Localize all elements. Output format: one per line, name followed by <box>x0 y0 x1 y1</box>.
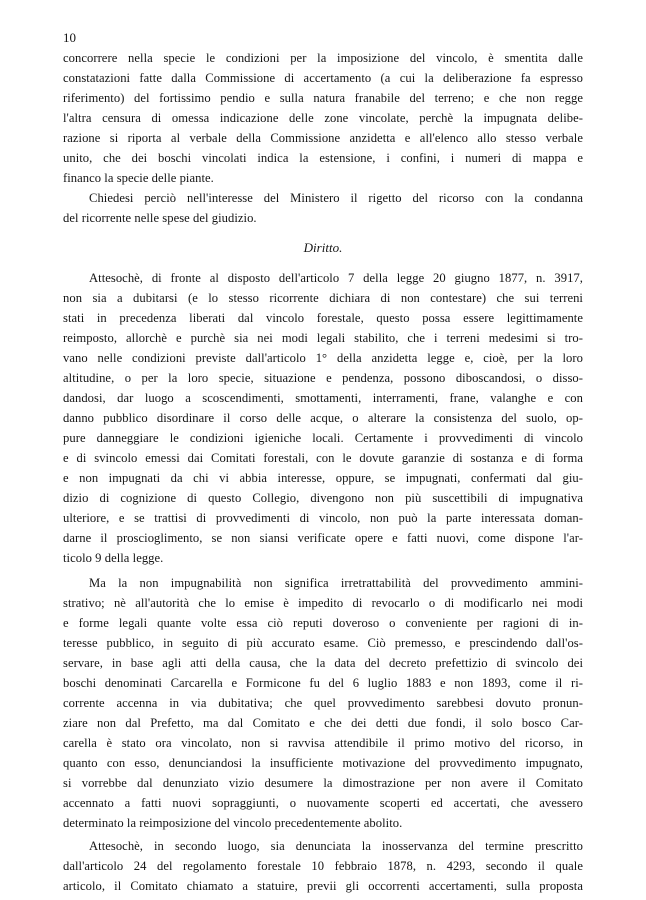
text-line: pure danneggiare le condizioni igieniche locali. Certamente i provvedimenti di vincolo <box>63 431 583 445</box>
text-line: razione si riporta al verbale della Commissione anzidetta e all'elenco allo stesso verbale <box>63 131 583 145</box>
text-line: strativo; nè all'autorità che lo emise è impedito di revocarlo o di modificarlo nei modi <box>63 596 583 610</box>
text-line: vano nelle condizioni previste dall'articolo 1° della anzidetta legge e, cioè, per la loro <box>63 351 583 365</box>
text-line: darne il proscioglimento, se non siansi verificate opere e fatti nuovi, come dispone l'ar- <box>63 531 583 545</box>
text-line: unito, che dei boschi vincolati indica la estensione, i confini, i numeri di mappa e <box>63 151 583 165</box>
text-line: reimposto, allorchè e purchè sia nei modi legali stabilito, che i terreni medesimi si tro- <box>63 331 583 345</box>
text-line: carella è stato ora vincolato, non si ravvisa attendibile il primo motivo del ricorso, in <box>63 736 583 750</box>
text-line: l'altra censura di omessa indicazione delle zone vincolate, perchè la impugnata delibe- <box>63 111 583 125</box>
section-heading: Diritto. <box>303 240 343 255</box>
text-line: ziare non dal Prefetto, ma dal Comitato e che dei detti due fondi, il solo bosco Car- <box>63 716 583 730</box>
text-line: e di svincolo emessi dai Comitati forestali, con le dovute garanzie di sostanza e di forma <box>63 451 583 465</box>
text-line: boschi denominati Carcarella e Formicone fu del 6 luglio 1883 e non 1893, come il ri- <box>63 676 583 690</box>
text-line: del ricorrente nelle spese del giudizio. <box>63 211 257 225</box>
text-line: determinato la reimposizione del vincolo precedentemente abolito. <box>63 816 403 830</box>
text-line: Attesochè, in secondo luogo, sia denunciata la inosservanza del termine prescritto <box>89 839 583 853</box>
text-line: dall'articolo 24 del regolamento forestale 10 febbraio 1878, n. 4293, secondo il quale <box>63 859 583 873</box>
text-line: altitudine, o per la loro specie, situazione e pendenza, possono diboscandosi, o disso- <box>63 371 583 385</box>
text-line: Ma la non impugnabilità non significa irretrattabilità del provvedimento ammini- <box>89 576 583 590</box>
text-line: accennato a fatti nuovi sopraggiunti, o nuovamente scoperti ed accertati, che avessero <box>63 796 583 810</box>
text-line: teresse pubblico, in seguito di più accurato esame. Ciò premesso, e prescindendo dall'os- <box>63 636 583 650</box>
text-line: quanto con esso, denunciandosi la insufficiente motivazione del provvedimento impugnato, <box>63 756 583 770</box>
text-line: danno pubblico disordinare il corso delle acque, o alterare la consistenza del suolo, op- <box>63 411 583 425</box>
page-number: 10 <box>63 30 76 45</box>
text-line: Chiedesi perciò nell'interesse del Ministero il rigetto del ricorso con la condanna <box>89 191 583 205</box>
text-line: corrente accenna in via dubitativa; che quel provvedimento sarebbesi dovuto pronun- <box>63 696 583 710</box>
text-line: non sia a dubitarsi (e lo stesso ricorrente dichiara di non contestare) che sui terreni <box>63 291 583 305</box>
text-line: concorrere nella specie le condizioni per la imposizione del vincolo, è smentita dalle <box>63 51 583 65</box>
text-line: dandosi, dar luogo a scoscendimenti, smottamenti, interramenti, frane, valanghe e con <box>63 391 583 405</box>
text-line: articolo, il Comitato chiamato a statuire, previi gli occorrenti accertamenti, sulla proposta <box>63 879 583 893</box>
text-line: servare, in base agli atti della causa, che la data del decreto prefettizio di svincolo dei <box>63 656 583 670</box>
text-line: ulteriore, e se trattisi di provvedimenti di vincolo, non può la parte interessata doman- <box>63 511 583 525</box>
text-line: constatazioni fatte dalla Commissione di accertamento (a cui la deliberazione fa espresso <box>63 71 583 85</box>
text-line: dizio di cognizione di questo Collegio, divengono non più suscettibili di impugnativa <box>63 491 583 505</box>
text-line: si vorrebbe dal denunziato vizio desumere la dimostrazione per non avere il Comitato <box>63 776 583 790</box>
text-line: riferimento) del fortissimo pendio e sulla natura franabile del terreno; e che non regge <box>63 91 583 105</box>
text-line: financo la specie delle piante. <box>63 171 214 185</box>
text-line: ticolo 9 della legge. <box>63 551 164 565</box>
text-line: e non impugnati da chi vi abbia interesse, oppure, se impugnati, confermati dal giu- <box>63 471 583 485</box>
text-line: Attesochè, di fronte al disposto dell'articolo 7 della legge 20 giugno 1877, n. 3917, <box>89 271 583 285</box>
text-line: e forme legali quante volte essa ciò reputi doveroso o conveniente per ragioni di in- <box>63 616 583 630</box>
text-line: stati in precedenza liberati dal vincolo forestale, questo possa essere legittimamente <box>63 311 583 325</box>
